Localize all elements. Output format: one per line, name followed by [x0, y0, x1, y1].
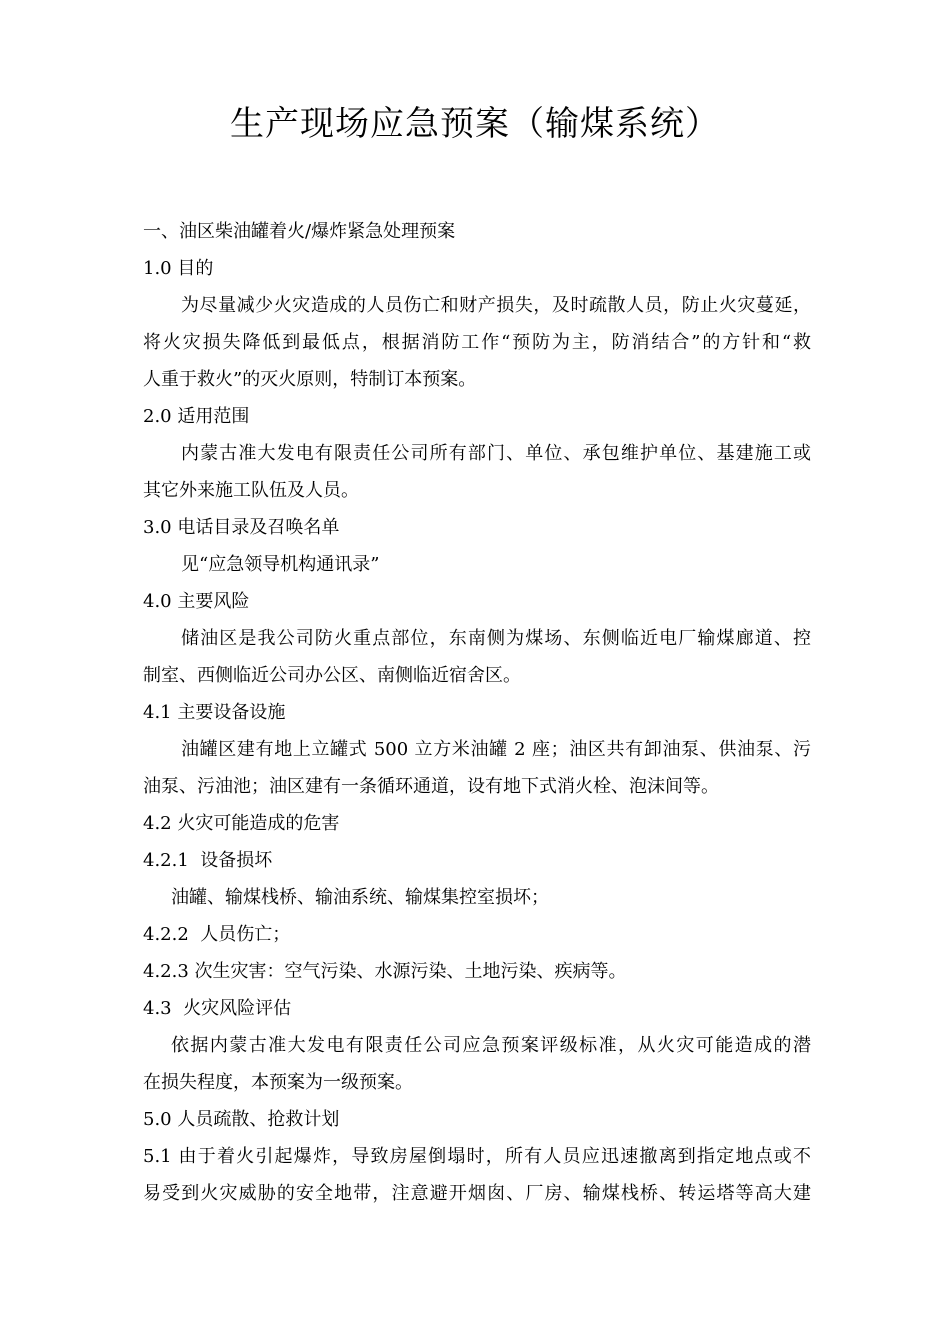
- subsection-heading: 3.0 电话目录及召唤名单: [143, 517, 340, 538]
- paragraph-line: 油泵、污油池；油区建有一条循环通道，设有地下式消火栓、泡沫间等。: [143, 776, 719, 797]
- paragraph-line: 内蒙古准大发电有限责任公司所有部门、单位、承包维护单位、基建施工或: [181, 443, 811, 464]
- paragraph-line: 储油区是我公司防火重点部位，东南侧为煤场、东侧临近电厂输煤廊道、控: [181, 628, 811, 649]
- paragraph-line: 依据内蒙古准大发电有限责任公司应急预案评级标准，从火灾可能造成的潜: [171, 1035, 811, 1056]
- subsection-heading: 2.0 适用范围: [143, 406, 250, 427]
- paragraph-line: 人重于救火”的灭火原则，特制订本预案。: [143, 369, 477, 390]
- paragraph-line: 油罐区建有地上立罐式 500 立方米油罐 2 座；油区共有卸油泵、供油泵、污: [181, 739, 811, 760]
- paragraph-line: 为尽量减少火灾造成的人员伤亡和财产损失，及时疏散人员，防止火灾蔓延，: [181, 295, 811, 316]
- subsection-heading: 5.0 人员疏散、抢救计划: [143, 1109, 340, 1130]
- paragraph-line: 其它外来施工队伍及人员。: [143, 480, 359, 501]
- paragraph-line: 油罐、输煤栈桥、输油系统、输煤集控室损坏；: [171, 887, 549, 908]
- document-body: [143, 213, 811, 1212]
- subsection-heading: 4.1 主要设备设施: [143, 702, 286, 723]
- subsection-heading: 4.2 火灾可能造成的危害: [143, 813, 340, 834]
- paragraph-line: 易受到火灾威胁的安全地带，注意避开烟囱、厂房、输煤栈桥、转运塔等高大建: [143, 1183, 811, 1204]
- subsection-heading: 4.2.1 设备损坏: [143, 850, 273, 871]
- subsection-heading: 4.2.3 次生灾害：空气污染、水源污染、土地污染、疾病等。: [143, 961, 627, 982]
- subsection-heading: 4.0 主要风险: [143, 591, 250, 612]
- subsection-heading: 4.2.2 人员伤亡；: [143, 924, 291, 945]
- document-title: 生产现场应急预案（输煤系统）: [230, 104, 720, 144]
- paragraph-line: 制室、西侧临近公司办公区、南侧临近宿舍区。: [143, 665, 521, 686]
- subsection-heading: 1.0 目的: [143, 258, 214, 279]
- paragraph-line: 在损失程度，本预案为一级预案。: [143, 1072, 413, 1093]
- paragraph-line: 5.1 由于着火引起爆炸，导致房屋倒塌时，所有人员应迅速撤离到指定地点或不: [143, 1146, 811, 1167]
- paragraph-line: 见“应急领导机构通讯录”: [181, 554, 380, 575]
- paragraph-line: 将火灾损失降低到最低点，根据消防工作“预防为主，防消结合”的方针和“救: [143, 332, 811, 353]
- section-heading: 一、油区柴油罐着火/爆炸紧急处理预案: [143, 221, 456, 242]
- subsection-heading: 4.3 火灾风险评估: [143, 998, 292, 1019]
